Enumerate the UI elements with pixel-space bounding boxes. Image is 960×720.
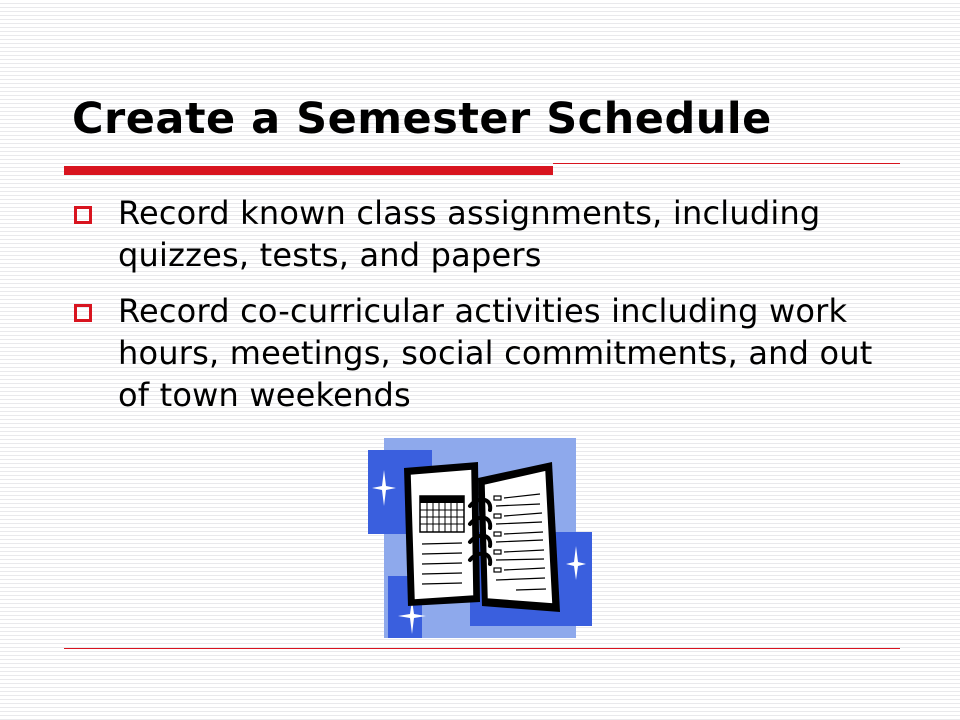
- bullet-text: Record co-curricular activities including work hours, meetings, social commitments, and out of town weekends: [118, 292, 873, 414]
- bullet-item: [72, 290, 892, 416]
- hollow-square-bullet-icon: [74, 304, 92, 322]
- title-underline-thick: [64, 166, 553, 175]
- bullet-text: Record known class assignments, including quizzes, tests, and papers: [118, 194, 821, 274]
- slide-title: Create a Semester Schedule: [72, 94, 772, 144]
- bullet-item: [72, 192, 892, 276]
- planner-left-page: [404, 462, 480, 606]
- planner-right-page: [478, 462, 560, 612]
- hollow-square-bullet-icon: [74, 206, 92, 224]
- title-underline-thin: [553, 163, 900, 164]
- open-planner-icon: [366, 438, 594, 642]
- footer-rule: [64, 648, 900, 649]
- bullet-list: [72, 192, 892, 430]
